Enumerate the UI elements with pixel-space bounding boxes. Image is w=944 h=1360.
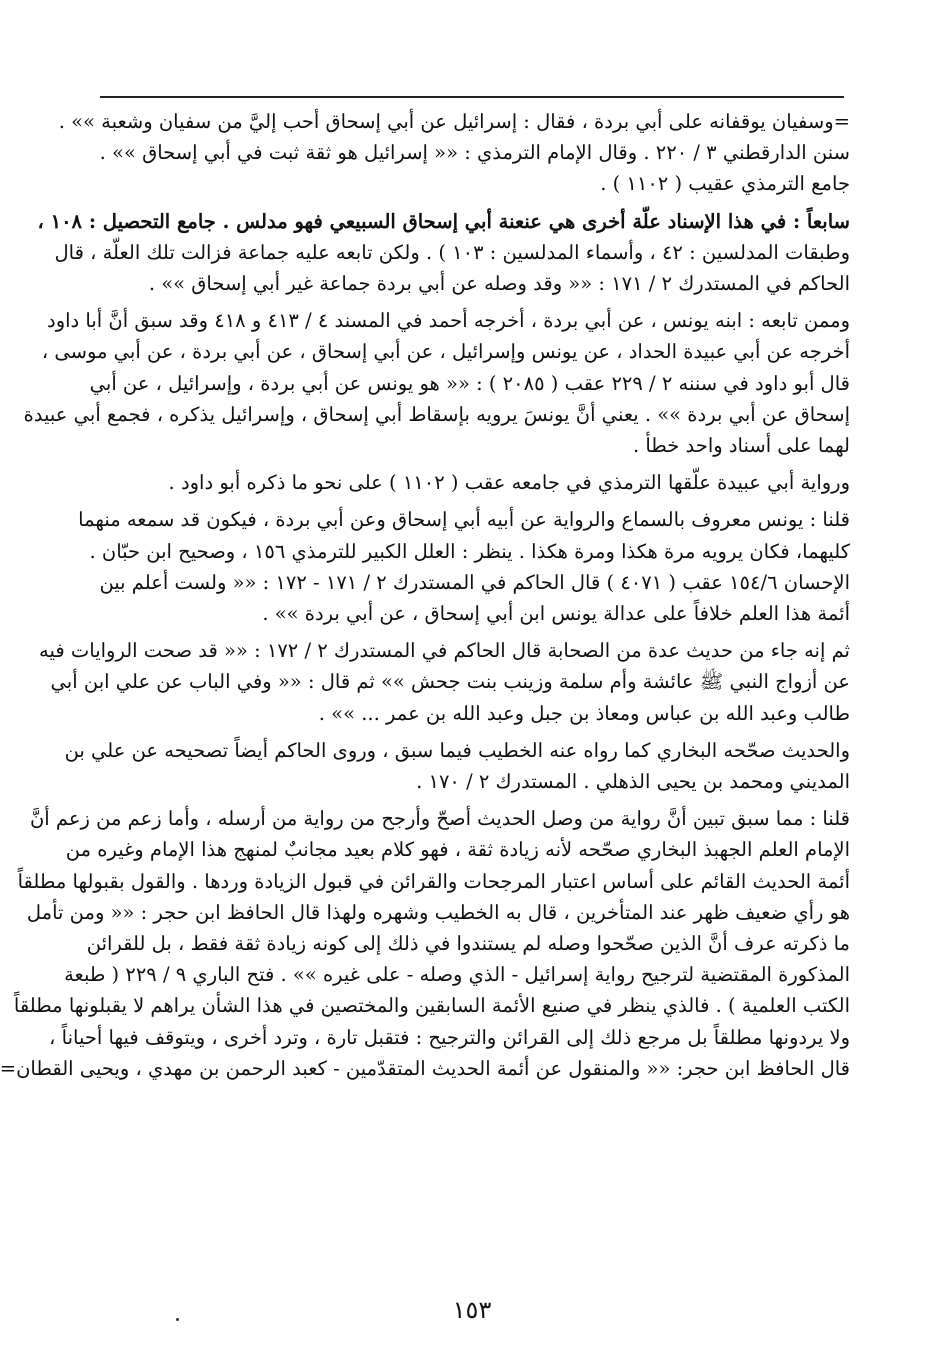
text-line: المديني ومحمد بن يحيى الذهلي . المستدرك ٢ / ١٧٠ .: [416, 770, 850, 794]
text-line: هو رأي ضعيف ظهر عند المتأخرين ، قال به الخطيب وشهره ولهذا قال الحافظ ابن حجر : «« ومن تأمل: [26, 900, 850, 924]
text-line: ثم إنه جاء من حديث عدة من الصحابة قال الحاكم في المستدرك ٢ / ١٧٢ : «« قد صحت الروايات فيه: [39, 639, 850, 663]
text-line: لهما على أسناد واحد خطأ .: [632, 434, 850, 458]
text-line: قال الحافظ ابن حجر: «« والمنقول عن أئمة الحديث المتقدّمين - كعبد الرحمن بن مهدي ، ويحيى القطان=: [0, 1056, 850, 1080]
text-line: عن أزواج النبي ﷺ عائشة وأم سلمة وزينب بنت جحش »» ثم قال : «« وفي الباب عن علي ابن أبي: [50, 670, 850, 694]
text-line: المذكورة المقتضية لترجيح رواية إسرائيل - الذي وصله - على غيره »» . فتح الباري ٩ / ٢٢٩ ( طبعة: [64, 963, 850, 987]
text-line: الحاكم في المستدرك ٢ / ١٧١ : «« وقد وصله عن أبي بردة جماعة غير أبي إسحاق »» .: [148, 272, 850, 296]
text-line: والحديث صحّحه البخاري كما رواه عنه الخطيب فيما سبق ، وروى الحاكم أيضاً تصحيحه عن علي بن: [64, 738, 850, 762]
page-number: ١٥٣: [452, 1296, 492, 1324]
text-line: طالب وعبد الله بن عباس ومعاذ بن جبل وعبد الله بن عمر ... »» .: [318, 701, 850, 725]
text-line: قلنا : مما سبق تبين أنَّ رواية من وصل الحديث أصحّ وأرجح من رواية من أرسله ، وأما زعم من زعم أنَّ: [29, 807, 850, 831]
footnote-separator-rule: [100, 96, 844, 98]
text-line: أئمة الحديث القائم على أساس اعتبار المرجحات والقرائن في قبول الزيادة وردها . والقول بقبولها مطلقاً: [17, 869, 850, 893]
text-line: =وسفيان يوقفانه على أبي بردة ، فقال : إسرائيل عن أبي إسحاق أحب إليَّ من سفيان وشعبة »» .: [58, 110, 850, 133]
text-line: قلنا : يونس معروف بالسماع والرواية عن أبيه أبي إسحاق وعن أبي بردة ، فيكون قد سمعه منهما: [78, 508, 850, 532]
text-line: ورواية أبي عبيدة علّقها الترمذي في جامعه عقب ( ١١٠٢ ) على نحو ما ذكره أبو داود .: [168, 471, 850, 495]
text-line: ما ذكرته عرف أنَّ الذين صحّحوا وصله لم يستندوا في ذلك إلى كونه زيادة ثقة فقط ، بل للقرائن: [86, 932, 850, 956]
text-line: وممن تابعه : ابنه يونس ، عن أبي بردة ، أخرجه أحمد في المسند ٤ / ٤١٣ و ٤١٨ وقد سبق أنَّ أبا داود: [47, 309, 850, 333]
text-line: إسحاق عن أبي بردة »» . يعني أنَّ يونسَ يرويه بإسقاط أبي إسحاق ، وإسرائيل يذكره ، فجمع أبي عبيدة: [23, 402, 850, 426]
text-line: الإحسان ١٥٤/٦ عقب ( ٤٠٧١ ) قال الحاكم في المستدرك ٢ / ١٧١ - ١٧٢ : «« ولست أعلم بين: [99, 570, 850, 594]
text-line: سابعاً : في هذا الإسناد علّة أخرى هي عنعنة أبي إسحاق السبيعي فهو مدلس . جامع التحصيل : ١٠٨ ،: [37, 209, 850, 233]
text-line: الكتب العلمية ) . فالذي ينظر في صنيع الأئمة السابقين والمختصين في هذا الشأن يراهم لا يقبلونها مطلقاً: [13, 994, 850, 1018]
text-line: قال أبو داود في سننه ٢ / ٢٢٩ عقب ( ٢٠٨٥ ) : «« هو يونس عن أبي بردة ، وإسرائيل ، عن أبي: [89, 371, 850, 395]
text-line: ولا يردونها مطلقاً بل مرجع ذلك إلى القرائن والترجيح : فتقبل تارة ، وترد أخرى ، ويتوقف فيها أحياناً ،: [49, 1025, 850, 1049]
text-line: كليهما، فكان يرويه مرة هكذا ومرة هكذا . ينظر : العلل الكبير للترمذي ١٥٦ ، وصحيح ابن حبّان .: [89, 539, 850, 563]
text-line: أخرجه عن أبي عبيدة الحداد ، عن يونس وإسرائيل ، عن أبي إسحاق ، عن أبي بردة ، عن أبي موسى ،: [41, 340, 850, 364]
text-line: أئمة هذا العلم خلافاً على عدالة يونس ابن أبي إسحاق ، عن أبي بردة »» .: [262, 602, 850, 626]
footnote-text-block: [0, 106, 850, 1084]
text-line: الإمام العلم الجهبذ البخاري صحّحه لأنه زيادة ثقة ، فهو كلام بعيد مجانبٌ لمنهج هذا الإمام وغيره من: [65, 838, 850, 862]
text-line: وطبقات المدلسين : ٤٢ ، وأسماء المدلسين : ١٠٣ ) . ولكن تابعه عليه جماعة فزالت تلك العلّة ، قال: [54, 240, 850, 264]
text-line: جامع الترمذي عقيب ( ١١٠٢ ) .: [600, 172, 850, 196]
scan-speck: [176, 1318, 179, 1321]
text-line: سنن الدارقطني ٣ / ٢٢٠ . وقال الإمام الترمذي : «« إسرائيل هو ثقة ثبت في أبي إسحاق »» .: [99, 141, 850, 165]
